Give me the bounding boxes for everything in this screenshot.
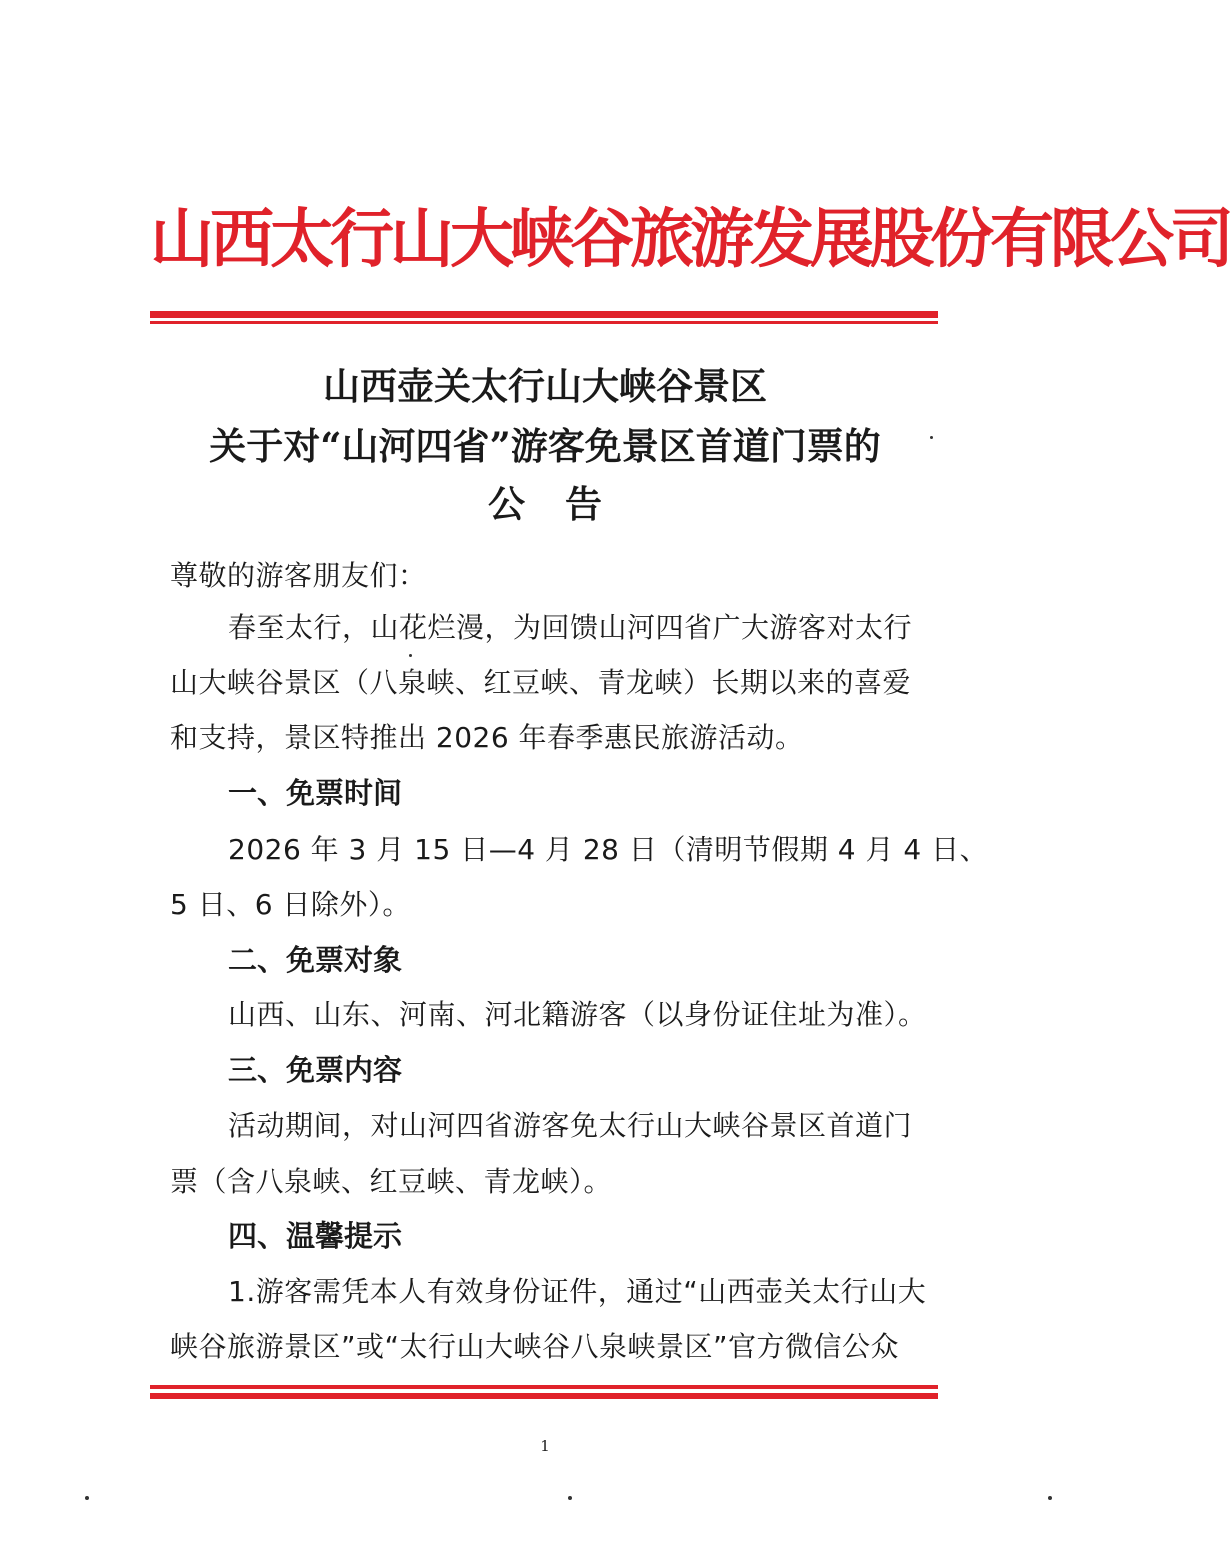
scan-speck — [409, 654, 412, 657]
intro-line-1: 春至太行，山花烂漫，为回馈山河四省广大游客对太行 — [228, 611, 913, 644]
document-title-line-1: 山西壶关太行山大峡谷景区 — [323, 364, 767, 408]
section-3-heading: 三、免票内容 — [228, 1053, 403, 1087]
intro-line-3: 和支持，景区特推出 2026 年春季惠民旅游活动。 — [170, 721, 804, 754]
section-4-line-2: 峡谷旅游景区”或“太行山大峡谷八泉峡景区”官方微信公众 — [170, 1330, 900, 1363]
section-2-line-1: 山西、山东、河南、河北籍游客（以身份证住址为准）。 — [228, 998, 927, 1031]
document-title-line-2: 关于对“山河四省”游客免景区首道门票的 — [209, 424, 881, 468]
salutation: 尊敬的游客朋友们： — [170, 559, 427, 592]
section-2-heading: 二、免票对象 — [228, 943, 403, 977]
section-1-line-2: 5 日、6 日除外）。 — [170, 888, 411, 921]
section-4-heading: 四、温馨提示 — [228, 1219, 403, 1253]
section-4-line-1: 1.游客需凭本人有效身份证件，通过“山西壶关太行山大 — [228, 1275, 927, 1308]
intro-line-2: 山大峡谷景区（八泉峡、红豆峡、青龙峡）长期以来的喜爱 — [170, 666, 912, 699]
letterhead-red-rule-thick — [150, 311, 938, 318]
scan-speck — [568, 1496, 572, 1500]
footer-red-rule-thick — [150, 1393, 938, 1399]
scan-speck — [85, 1496, 89, 1500]
letterhead-company-name: 山西太行山大峡谷旅游发展股份有限公司 — [150, 202, 1230, 277]
section-3-line-2: 票（含八泉峡、红豆峡、青龙峡）。 — [170, 1165, 613, 1198]
scan-speck — [1048, 1496, 1052, 1500]
footer-red-rule-thin — [150, 1385, 938, 1389]
scan-speck — [930, 436, 933, 439]
page-number: 1 — [540, 1437, 550, 1455]
section-1-line-1: 2026 年 3 月 15 日—4 月 28 日（清明节假期 4 月 4 日、 — [228, 833, 989, 866]
letterhead-red-rule-thin — [150, 321, 938, 324]
section-1-heading: 一、免票时间 — [228, 776, 403, 810]
section-3-line-1: 活动期间，对山河四省游客免太行山大峡谷景区首道门 — [228, 1109, 913, 1142]
document-title-line-3: 公告 — [488, 482, 642, 526]
